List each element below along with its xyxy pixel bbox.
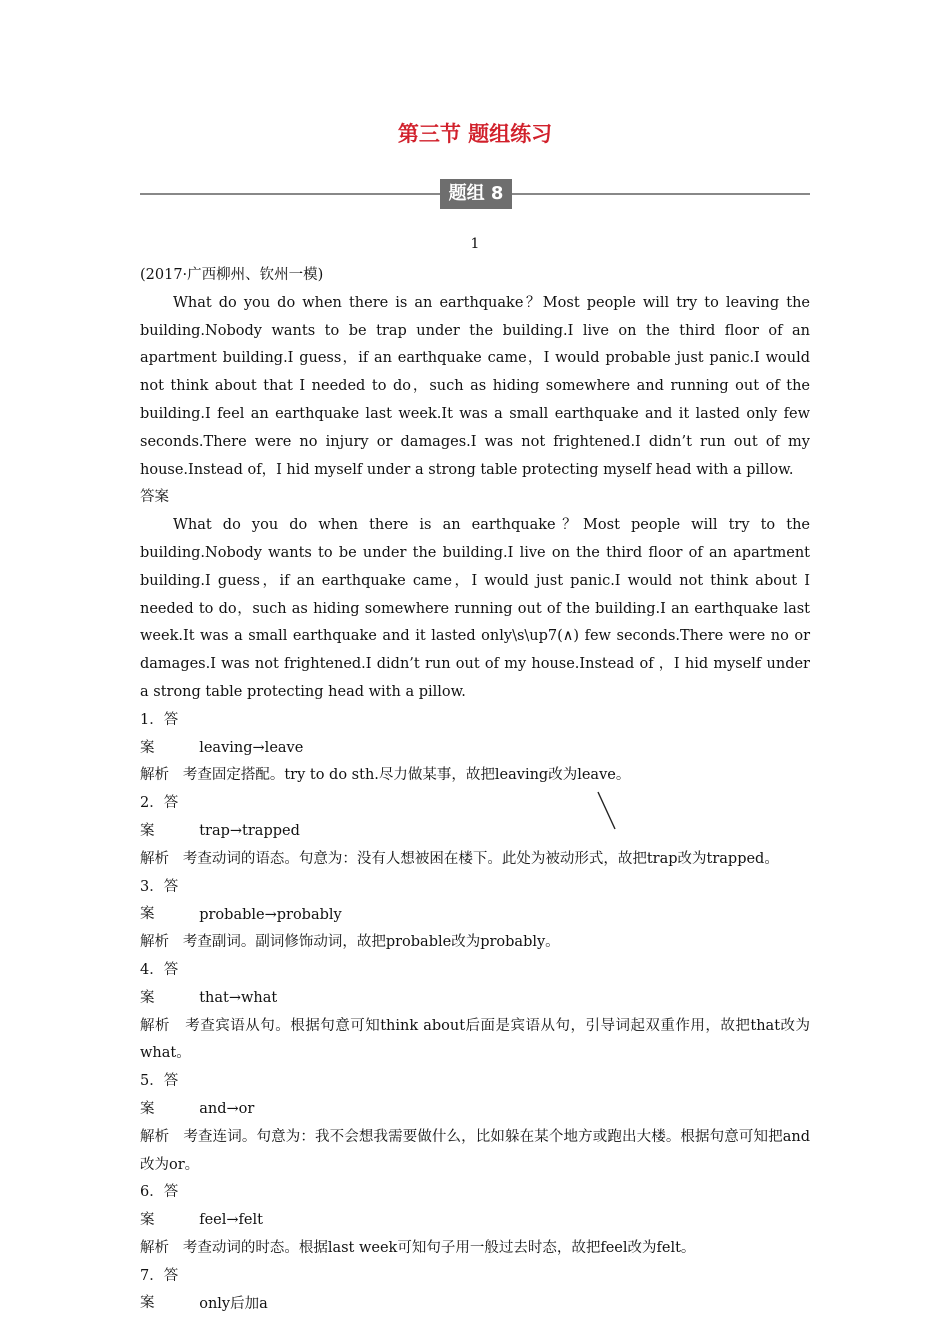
analysis-text: 考查副词。副词修饰动词，故把probable改为probably。: [182, 934, 560, 951]
answer-item: [140, 707, 810, 763]
answer-item: [140, 957, 810, 1013]
correction-slash-mark: [596, 790, 618, 832]
analysis-label: 解析: [140, 850, 169, 867]
answer-label: 1．答案: [140, 711, 179, 756]
analysis-item: [140, 929, 810, 957]
analysis-text: 考查宾语从句。根据句意可知think about后面是宾语从句，引导词起双重作用，故把that改为what。: [140, 1017, 811, 1062]
answer-item: [140, 790, 810, 846]
analysis-item: [140, 762, 810, 790]
source-line: (2017·广西柳州、钦州一模): [140, 267, 324, 283]
answer-label: 7．答案: [140, 1267, 179, 1312]
answer-item: [140, 1263, 810, 1319]
analysis-item: [140, 1013, 810, 1069]
analysis-item: [140, 846, 810, 874]
answer-text: only后加a: [199, 1295, 268, 1312]
answer-label: 4．答案: [140, 961, 179, 1006]
answer-text: probable→probably: [199, 906, 342, 923]
analysis-label: 解析: [140, 1239, 169, 1256]
answer-passage: What do you do when there is an earthquake？Most people will try to the building.Nobody wants to be under the building.I live on the third floor of an apartment building.I guess，if an earthquake came，I would just panic.I would not think about I needed to do，such as hiding somewhere running out of the building.I an earthquake last week.It was a small earthquake and it lasted only\s\up7(∧) few seconds.There were no or damages.I was not frightened.I didn’t run out of my house.Instead of ，I hid myself under a strong table protecting head with a pillow.: [140, 517, 810, 700]
analysis-text: 考查动词的语态。句意为：没有人想被困在楼下。此处为被动形式，故把trap改为trapped。: [182, 850, 779, 867]
analysis-item: [140, 1124, 810, 1180]
analysis-label: 解析: [140, 934, 169, 951]
analysis-label: 解析: [140, 767, 169, 784]
answer-item: [140, 874, 810, 930]
answer-text: that→what: [199, 989, 278, 1006]
answer-text: trap→trapped: [199, 822, 300, 839]
page-title: 第三节 题组练习: [397, 122, 553, 146]
answer-label: 6．答案: [140, 1184, 179, 1229]
analysis-label: 解析: [140, 1128, 170, 1145]
answer-heading: 答案: [140, 489, 169, 506]
passage: What do you do when there is an earthquake？Most people will try to leaving the building.Nobody wants to be trap under the building.I live on the third floor of an apartment building.I guess，if an earthquake came，I would probable just panic.I would not think about that I needed to do，such as hiding somewhere and running out of the building.I feel an earthquake last week.It was a small earthquake and it lasted only few seconds.There were no injury or damages.I was not frightened.I didn’t run out of my house.Instead of，I hid myself under a strong table protecting myself head with a pillow.: [140, 294, 810, 478]
answer-text: and→or: [199, 1100, 255, 1117]
answer-text: feel→felt: [199, 1212, 263, 1229]
answer-item: [140, 1179, 810, 1235]
answer-label: 5．答案: [140, 1073, 179, 1117]
section-badge: 题组 8: [440, 179, 512, 209]
answer-text: leaving→leave: [199, 739, 304, 756]
analysis-item: [140, 1235, 810, 1263]
analysis-text: 考查连词。句意为：我不会想我需要做什么，比如躲在某个地方或跑出大楼。根据句意可知把and改为or。: [140, 1128, 811, 1173]
answer-label: 3．答案: [140, 878, 179, 923]
content: [140, 262, 810, 1318]
analysis-text: 考查固定搭配。try to do sth.尽力做某事，故把leaving改为leave。: [182, 767, 631, 784]
analysis-label: 解析: [140, 1017, 170, 1034]
answer-label: 2．答案: [140, 795, 179, 839]
analysis-text: 考查动词的时态。根据last week可知句子用一般过去时态，故把feel改为felt。: [182, 1239, 696, 1256]
answer-item: [140, 1068, 810, 1124]
question-number: 1: [470, 236, 480, 252]
